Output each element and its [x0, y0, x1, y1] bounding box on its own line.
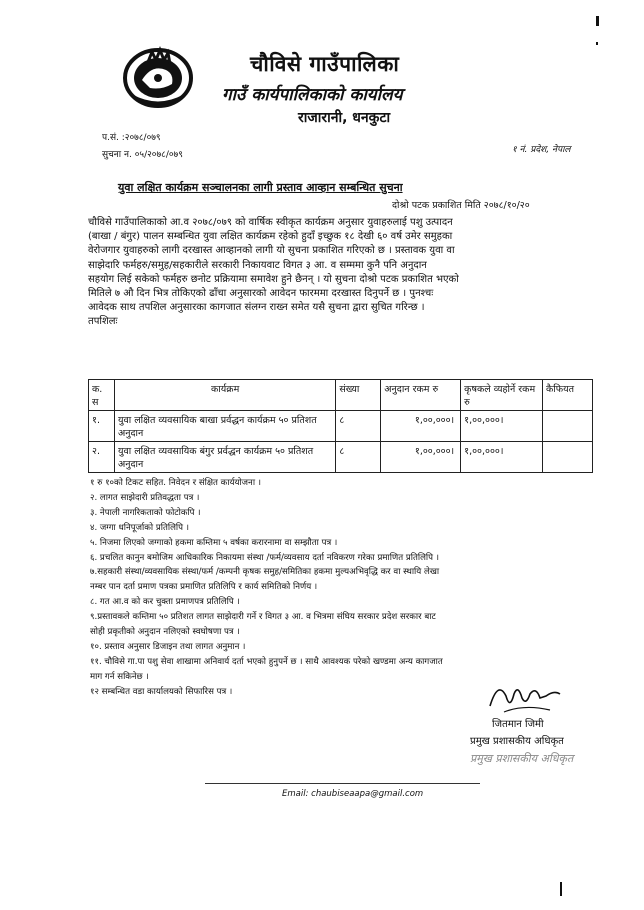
requirements-list: [90, 476, 610, 700]
list-item: माग गर्न सकिनेछ ।: [90, 671, 149, 682]
list-item: ३. नेपाली नागरिकताको फोटोकपि ।: [90, 507, 201, 518]
col-header-count: संख्या: [336, 380, 381, 411]
office-address: राजारानी, धनकुटा: [298, 110, 391, 126]
scan-mark: [596, 42, 598, 45]
list-item: सोही प्रकृतीको अनुदान नलिएको स्वघोषणा पत्र ।: [90, 627, 240, 638]
body-line: आवेदक साथ तपशिल अनुसारका कागजात संलग्न राख्न समेत यसै सुचना द्वारा सुचित गरिन्छ ।: [88, 302, 425, 314]
cell-sn: २.: [89, 442, 115, 473]
list-item: १ रु १०को टिकट सहित. निवेदन र संक्षित कार्ययोजना ।: [90, 478, 262, 488]
cell-farmer-share: १,००,०००।: [461, 411, 543, 442]
table-row: [89, 442, 593, 473]
program-table: [88, 379, 593, 473]
cell-remarks: [543, 411, 593, 442]
col-header-farmer-share: कृषकले व्यहोर्ने रकम रु: [461, 380, 543, 411]
province-label: १ नं. प्रदेश, नेपाल: [512, 145, 571, 155]
cell-count: ८: [336, 411, 381, 442]
body-line: तपशिलः: [88, 316, 118, 328]
cell-count: ८: [336, 442, 381, 473]
list-item: १०. प्रस्ताव अनुसार डिजाइन तथा लागत अनुमान ।: [90, 641, 246, 652]
col-header-sn: क. स: [89, 380, 115, 411]
cell-remarks: [543, 442, 593, 473]
cell-program: युवा लक्षित व्यवसायिक बंगुर प्रर्वद्धन कार्यक्रम ५० प्रतिशत अनुदान: [114, 442, 335, 473]
municipality-title: चौविसे गाउँपालिका: [250, 52, 400, 76]
office-title: गाउँ कार्यपालिकाको कार्यालय: [222, 85, 403, 105]
cell-grant: १,००,०००।: [381, 411, 461, 442]
col-header-remarks: कैफियत: [543, 380, 593, 411]
body-line: चौविसे गाउँपालिकाको आ.व २०७८/०७९ को वार्षिक स्वीकृत कार्यक्रम अनुसार युवाहरुलाई पशु उत्पादन: [88, 217, 453, 228]
notice-number: सुचना न. ०५/२०७८/०७९: [102, 150, 183, 160]
notice-body: [88, 216, 562, 330]
list-item: नम्बर पान दर्ता प्रमाण पत्रका प्रमाणित प्रतिलिपि र कार्य समितिको निर्णय ।: [90, 582, 318, 593]
body-line: मितिले ७ औ दिन भित्र तोकिएको ढाँचा अनुसारको आवेदन फारममा दरखास्त दिनुपर्ने छ । पुनश्चः: [88, 288, 434, 300]
table-header-row: [89, 380, 593, 411]
footer-divider: [205, 783, 480, 784]
scan-mark: [596, 16, 599, 26]
list-item: ११. चौविसे गा.पा पशु सेवा शाखामा अनिवार्य दर्ता भएको हुनुपर्ने छ । साथै आवश्यक परेको खण्डमा अन्य कागजात: [90, 656, 443, 667]
body-line: सहयोग लिई सकेको फर्महरु छनोट प्रक्रियामा समावेश हुने छैनन् । यो सुचना दोश्रो पटक प्रकाशित भएको: [88, 273, 459, 285]
table-row: [89, 411, 593, 442]
official-stamp: प्रमुख प्रशासकीय अधिकृत: [470, 752, 574, 765]
list-item: ७.सहकारी संस्था/व्यवसायिक संस्था/फर्म /कम्पनी कृषक समुह/समितिका हकमा मुल्यअभिवृद्धि कर वा स्थायि लेखा: [90, 567, 440, 578]
list-item: ५. निजमा लिएको जग्गाको हकमा कम्तिमा ५ वर्षका करारनामा वा सम्झौता पत्र ।: [90, 537, 338, 548]
body-line: (बाखा / बंगुर) पालन सम्बन्धित युवा लक्षित कार्यक्रम रहेको हुदाँ इच्छुक १८ देखी ६० वर्ष उमेर समुहका: [88, 231, 453, 243]
list-item: ६. प्रचलित कानुन बमोजिम आधिकारिक निकायमा संस्था /फर्म/व्यवसाय दर्ता नविकरण गरेका प्रमाणित प्रतिलिपि ।: [90, 552, 439, 563]
cell-program: युवा लक्षित व्यवसायिक बाखा प्रर्वद्धन कार्यक्रम ५० प्रतिशत अनुदान: [114, 411, 335, 442]
notice-subject: युवा लक्षित कार्यक्रम सञ्चालनका लागी प्रस्ताव आव्हान सम्बन्धित सुचना: [118, 181, 403, 194]
footer-email: Email: chaubiseaapa@gmail.com: [282, 789, 424, 799]
signatory-title: प्रमुख प्रशासकीय अधिकृत: [470, 736, 564, 747]
signatory-name: जितमान जिमी: [492, 719, 544, 730]
col-header-grant: अनुदान रकम रु: [381, 380, 461, 411]
signature-image: [484, 676, 564, 720]
list-item: ८. गत आ.व को कर चुक्ता प्रमाणपत्र प्रतिलिपि ।: [90, 597, 240, 608]
cell-farmer-share: १,००,०००।: [461, 442, 543, 473]
scan-mark: [560, 882, 562, 896]
body-line: साझेदारि फर्महरु/समुह/सहकारीले सरकारी निकायवाट विगत ३ आ. व सम्ममा कुनै पनि अनुदान: [88, 259, 427, 271]
col-header-program: कार्यक्रम: [114, 380, 335, 411]
body-line: वेरोजगार युवाहरुको लागी दरखास्त आव्हानको लागी यो सुचना प्रकाशित गरिएको छ । प्रस्तावक युवा वा: [88, 245, 455, 257]
list-item: ९.प्रस्तावकले कम्तिमा ५० प्रतिशत लागत साझेदारी गर्ने र विगत ३ आ. व भित्रमा संघिय सरकार प्रदेश सरकार बाट: [90, 612, 436, 623]
ps-number: प.सं. :२०७८/०७९: [102, 133, 161, 143]
nepal-emblem-logo: [122, 44, 194, 108]
list-item: ४. जग्गा धनिपूर्जाको प्रतिलिपि ।: [90, 522, 190, 533]
list-item: २. लागत साझेदारी प्रतिवद्धता पत्र ।: [90, 492, 200, 503]
cell-grant: १,००,०००।: [381, 442, 461, 473]
publish-date: दोश्रो पटक प्रकाशित मिति २०७८/१०/२०: [392, 200, 530, 211]
list-item: १२ सम्बन्धित वडा कार्यालयको सिफारिस पत्र ।: [90, 686, 233, 697]
cell-sn: १.: [89, 411, 115, 442]
